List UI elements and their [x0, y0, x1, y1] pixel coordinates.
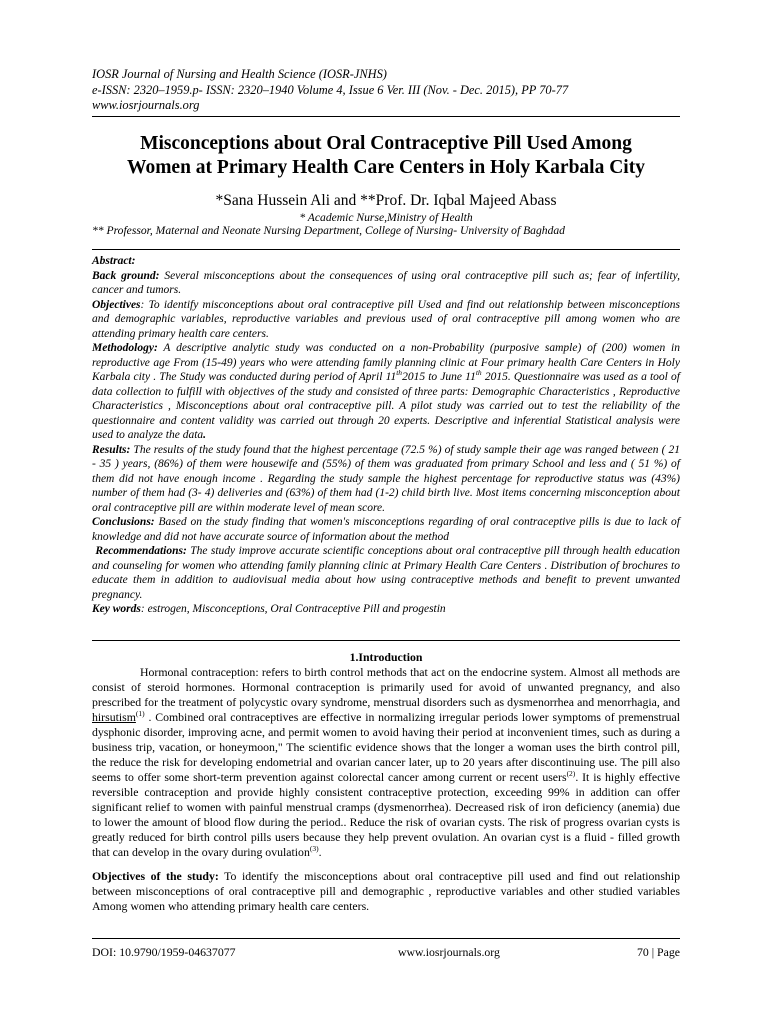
journal-name: IOSR Journal of Nursing and Health Science (IOSR-JNHS) [92, 67, 387, 81]
abstract-objectives [92, 298, 680, 342]
affiliation-2: ** Professor, Maternal and Neonate Nursing Department, College of Nursing- University of Baghdad [92, 224, 565, 237]
citation-2: (2) [566, 769, 576, 779]
abstract-bottom-rule [92, 640, 680, 641]
intro-text-a: Hormonal contraception: refers to birth control methods that act on the endocrine system. Almost all methods are consist of steroid hormones. Hormonal contraception is primarily used for avoid of unwanted pregnancy, and also prescribed for the treatment of polycystic ovary syndrome, menstrual disorders such as dysmenorrhea and menorrhagia, and [92, 665, 680, 709]
abstract-heading: Abstract: [92, 255, 136, 267]
abstract-top-rule [92, 249, 680, 250]
methodology-end: . [203, 429, 207, 441]
title-line-1: Misconceptions about Oral Contraceptive Pill Used Among [140, 133, 632, 154]
keywords-label: Key words [92, 603, 141, 615]
methodology-sup-a: th [396, 368, 403, 378]
header-rule [92, 116, 680, 117]
abstract-results [92, 443, 680, 516]
study-objectives-label: Objectives of the study: [92, 869, 219, 883]
footer-site: www.iosrjournals.org [398, 945, 500, 959]
authors: *Sana Hussein Ali and **Prof. Dr. Iqbal Majeed Abass [215, 192, 557, 209]
citation-3: (3) [309, 844, 319, 854]
abstract-keywords [92, 602, 680, 617]
study-objectives-text: To identify the misconceptions about oral contraceptive pill used and find out relationship between misconceptions of oral contraceptive pill and demographic , reproductive variables and other studied variables Among women who attending primary health care centers. [92, 869, 680, 913]
study-objectives [92, 869, 680, 914]
introduction-section [92, 650, 680, 914]
background-text: Several misconceptions about the consequences of using oral contraceptive pill such as; fear of infertility, cancer and tumors. [92, 269, 681, 296]
recommendations-label: Recommendations: [95, 545, 187, 557]
abstract-methodology [92, 341, 680, 443]
methodology-label: Methodology: [92, 342, 158, 354]
introduction-paragraph [92, 665, 680, 860]
intro-text-c: . It is highly effective reversible contraception and provide highly consistent contraceptive protection, exceeding 99% in addition can offer significant relief to women with painful menstrual cramps (dysmenorrhea). Decreased risk of iron deficiency (anemia) due to lower the amount of blood flow during the period.. Reduce the risk of ovarian cysts. The risk of progress ovarian cysts is greatly reduced for birth control pills users because they help prevent ovulation. An ovarian cyst is a fluid - filled growth that can develop in the ovary during ovulation [92, 770, 680, 859]
intro-end: . [318, 845, 322, 859]
results-label: Results: [92, 443, 131, 456]
footer-rule [92, 938, 680, 939]
methodology-sup-b: th [475, 368, 482, 378]
keywords-text: : estrogen, Misconceptions, Oral Contraceptive Pill and progestin [140, 603, 446, 615]
methodology-text-c: 2015. Questionnaire was used as a tool of data collection to fulfill with objectives of the study and consisted of three parts: Demographic Characteristics , Reproductive Characteristics , Misconceptions about oral contraceptive pill. A pilot study was carried out to test the reliability of the questionnaire and content validity was carried out through 20 experts. Descriptive and inferential Statistical analysis were used to analyze the data [92, 371, 680, 441]
footer-doi: DOI: 10.9790/1959-04637077 [92, 945, 236, 959]
objectives-text: : To identify misconceptions about oral contraceptive pill Used and find out relationship between misconceptions and demographic variables, reproductive variables and previous used of oral contraceptive pill among women who are attending primary health care centers. [92, 298, 680, 340]
footer-page-number: 70 | Page [637, 945, 680, 959]
citation-1: (1) [135, 709, 145, 719]
journal-header [92, 67, 680, 114]
results-text: The results of the study found that the highest percentage (72.5 %) of study sample their age was ranged between ( 21 - 35 ) years, (86%) of them were housewife and (55%) of them was graduated from primary School and less and ( 51 %) of them did not have enough income . Regarding the study sample the highest percentage for reproductive status was (43%) number of them had (3- 4) deliveries and (63%) of them had (1-2) child birth live. Most items concerning misconception about oral contraceptive pill are within moderate level of mean score. [92, 443, 680, 514]
abstract-recommendations [92, 544, 680, 602]
intro-text-b: . Combined oral contraceptives are effective in normalizing irregular periods lower symptoms of premenstrual dysphonic disorder, improving acne, and permit women to avoid having their period at inconvenient times, such as during a business trip, vacation, or honeymoon," The scientific evidence shows that the longer a woman uses the birth control pill, the reduce the risk for developing endometrial and ovarian cancer later, up to 20 years after discontinuing use. The pill also seems to offer some short-term prevention against colorectal cancer among current or recent users [92, 710, 680, 784]
conclusions-label: Conclusions: [92, 516, 155, 528]
objectives-label: Objectives [92, 298, 141, 311]
journal-issn: e-ISSN: 2320–1959.p- ISSN: 2320–1940 Volume 4, Issue 6 Ver. III (Nov. - Dec. 2015), PP 70-77 [92, 82, 569, 97]
abstract [92, 254, 680, 617]
title-line-2: Women at Primary Health Care Centers in Holy Karbala City [127, 157, 645, 178]
background-label: Back ground: [92, 269, 160, 282]
introduction-heading: 1.Introduction [349, 650, 423, 664]
abstract-conclusions [92, 515, 680, 544]
paper-title [92, 132, 680, 180]
conclusions-text: Based on the study finding that women's misconceptions regarding of oral contraceptive pills is due to lack of knowledge and did not have accurate source of information about the method [92, 516, 680, 543]
recommendations-text: The study improve accurate scientific conceptions about oral contraceptive pill through health education and counseling for women who attending family planning clinic at Primary Health Care Centers . Distribution of brochures to educate them in addition to audiovisual media about how using contraceptive methods and benefit to prevent unwanted pregnancy. [92, 545, 681, 601]
journal-site: www.iosrjournals.org [92, 98, 200, 113]
affiliation-1: * Academic Nurse,Ministry of Health [299, 211, 473, 224]
abstract-background [92, 269, 680, 298]
methodology-text-b: 2015 to June 11 [402, 371, 476, 383]
methodology-text-a: A descriptive analytic study was conducted on a non-Probability (purposive sample) of (200) women in reproductive age From (15-49) years who were attending family planning clinic at Four primary health Care Centers in Holy Karbala city . The Study was conducted during period of April 11 [92, 342, 680, 383]
hirsutism-link[interactable]: hirsutism [92, 710, 136, 724]
